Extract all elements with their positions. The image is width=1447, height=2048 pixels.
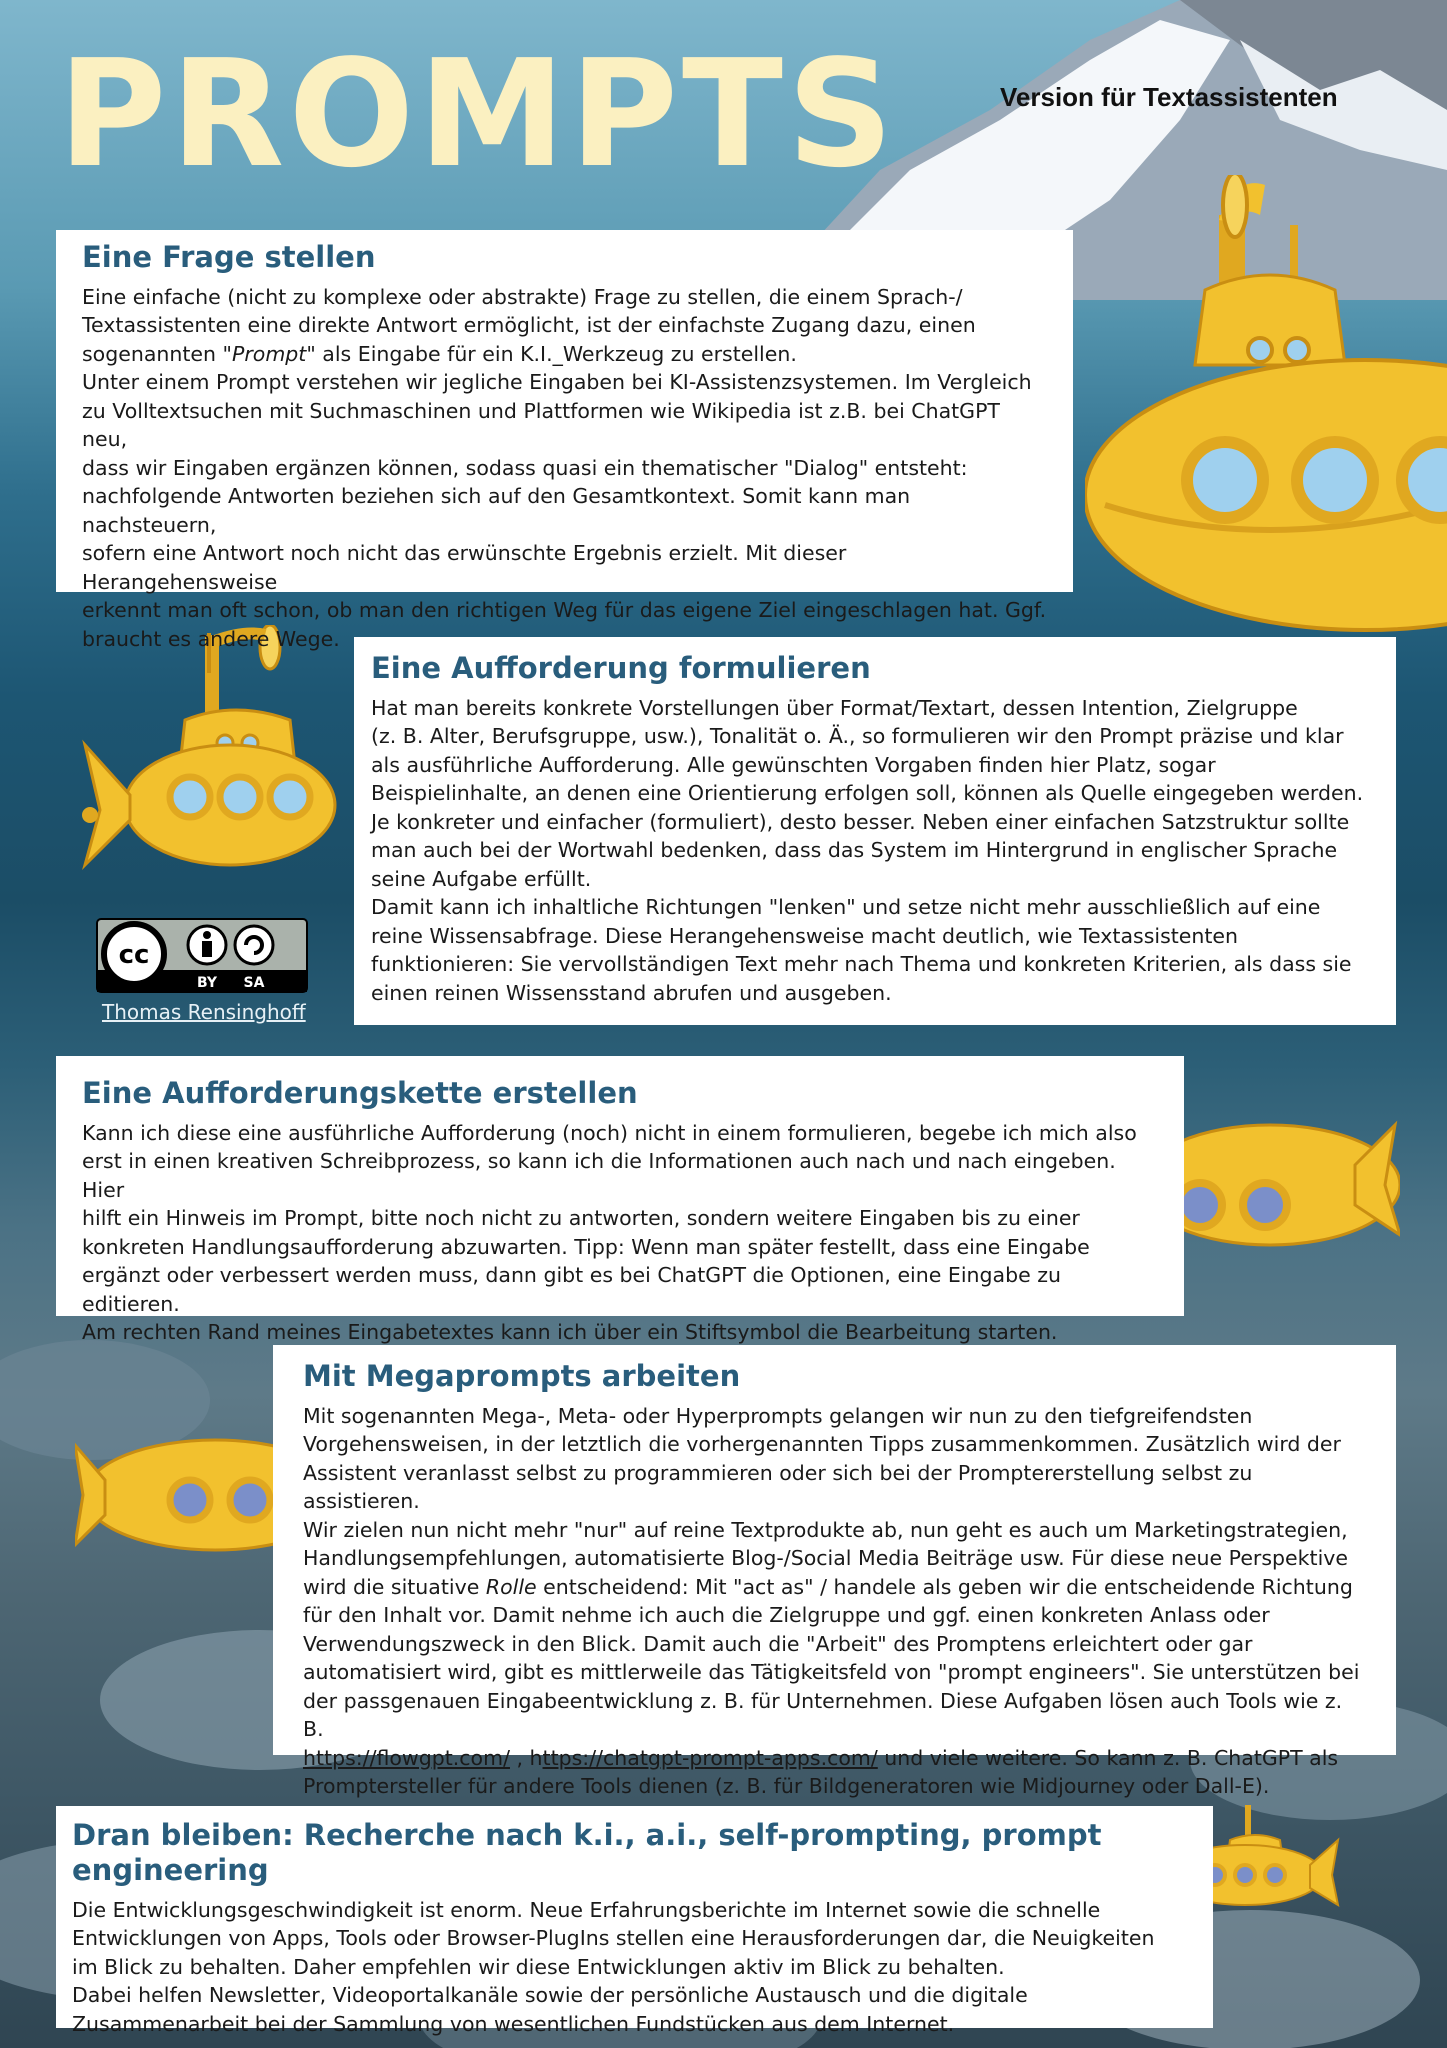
version-label: Version für Textassistenten (1000, 82, 1338, 112)
section-megaprompts (273, 1345, 1396, 1799)
section-body (303, 1402, 1366, 1801)
flowgpt-link[interactable]: https://flowgpt.com/ (303, 1745, 510, 1770)
section-body: Hat man bereits konkrete Vorstellungen über Format/Textart, dessen Intention, Zielgruppe (z. B. Alter, Berufsgruppe, usw.), Tonalität o. Ä., so formulieren wir den Prompt präzise und klar als ausführliche Aufforderung. Alle gewünschten Vorgaben finden hier Platz, sogar Beispielinhalte, an denen eine Orientierung erfolgen soll, können als Quelle eingegeben werden. Je konkreter und einfacher (formuliert), desto besser. Neben einer einfachen Satzstruktur sollte man auch bei der Wortwahl bedenken, dass das System im Hintergrund in englischer Sprache seine Aufgabe erfüllt. Damit kann ich inhaltliche Richtungen "lenken" und setze nicht mehr ausschließlich auf eine reine Wissensabfrage. Diese Herangehensweise macht deutlich, wie Textassistenten funktionieren: Sie vervollständigen Text mehr nach Thema und konkreten Kriterien, als dass sie einen reinen Wissensstand abrufen und ausgeben. (371, 695, 1364, 1005)
cc-by-sa-badge (96, 918, 308, 993)
section-heading: Eine Frage stellen (82, 240, 376, 274)
by-label: BY (196, 975, 218, 991)
body-text: " als Eingabe für ein K.I._Werkzeug zu erstellen. Unter einem Prompt verstehen wir jegliche Eingaben bei KI-Assistenzsystemen. Im Vergleich zu Volltextsuchen mit Suchmaschinen und Plattformen wie Wikipedia ist z.B. bei ChatGPT neu, dass wir Eingaben ergänzen können, sodass quasi ein thematischer "Dialog" entsteht: nachfolgende Antworten beziehen sich auf den Gesamtkontext. Somit kann man nachsteuern, sofern eine Antwort noch nicht das erwünschte Ergebnis erzielt. Mit dieser Herangehensweise erkennt man oft schon, ob man den richtigen Weg für das eigene Ziel eingeschlagen hat. Ggf. braucht es andere Wege. (82, 341, 1047, 651)
page-title: PROMPTS (58, 28, 898, 200)
body-text: und viele weitere. So kann z. B. ChatGPT als Promptersteller für andere Tools dienen (z. B. für Bildgeneratoren wie Midjourney oder Dall-E). (303, 1745, 1339, 1799)
section-frage-stellen (56, 230, 1073, 651)
submarine-large-icon (1085, 175, 1447, 635)
chatgpt-prompt-apps-link[interactable]: ttps://chatgpt-prompt-apps.com/ (542, 1745, 878, 1770)
body-text: Mit sogenannten Mega-, Meta- oder Hyperprompts gelangen wir nun zu den tiefgreifendsten Vorgehensweisen, in der letztlich die vorhergenannten Tipps zusammenkommen. Zusätzlich wird der Assistent veranlasst selbst zu programmieren oder sich bei der Promptererstellung selbst zu assistieren. Wir zielen nun nicht mehr "nur" auf reine Textprodukte ab, nun geht es auch um Marketingstrategien, Handlungsempfehlungen, automatisierte Blog-/Social Media Beiträge usw. Für diese neue Perspektive wird die situative (303, 1403, 1349, 1599)
submarine-left-icon (75, 1430, 275, 1560)
body-text: entscheidend: Mit "act as" / handele als geben wir die entscheidende Richtung für den Inhalt vor. Damit nehme ich auch die Zielgruppe und ggf. einen konkreten Anlass oder Verwendungszweck in den Blick. Damit auch die "Arbeit" des Promptens erleichtert oder gar automatisiert wird, gibt es mittlerweile das Tätigkeitsfeld von "prompt engineers". Sie unterstützen bei der passgenauen Eingabeentwicklung z. B. für Unternehmen. Diese Aufgaben lösen auch Tools wie z. B. (303, 1574, 1360, 1742)
body-emphasis: Rolle (485, 1574, 537, 1599)
submarine-right-icon (1180, 1110, 1400, 1250)
section-aufforderung-formulieren (354, 637, 1396, 1025)
body-emphasis: Prompt (231, 341, 307, 366)
section-dran-bleiben (56, 1806, 1213, 2036)
section-heading: Eine Aufforderung formulieren (371, 651, 871, 685)
author-link[interactable]: Thomas Rensinghoff (102, 1000, 306, 1024)
body-text: Eine einfache (nicht zu komplexe oder abstrakte) Frage zu stellen, die einem Sprach-/ Textassistenten eine direkte Antwort ermöglicht, ist der einfachste Zugang dazu, einen sogenannten " (82, 284, 976, 366)
sa-label: SA (243, 975, 265, 991)
section-body: Die Entwicklungsgeschwindigkeit ist enorm. Neue Erfahrungsberichte im Internet sowie die schnelle Entwicklungen von Apps, Tools oder Browser-PlugIns stellen eine Herausforderungen dar, die Neuigkeiten im Blick zu behalten. Daher empfehlen wir diese Entwicklungen aktiv im Blick zu behalten. Dabei helfen Newsletter, Videoportalkanäle sowie der persönliche Austausch und die digitale Zusammenarbeit bei der Sammlung von wesentlichen Fundstücken aus dem Internet. (72, 1897, 1155, 2036)
section-body (82, 283, 1047, 654)
section-body: Kann ich diese eine ausführliche Aufforderung (noch) nicht in einem formulieren, begebe ich mich also erst in einen kreativen Schreibprozess, so kann ich die Informationen auch nach und nach eingeben. Hier hilft ein Hinweis im Prompt, bitte noch nicht zu antworten, sondern weitere Eingaben bis zu einer konkreten Handlungsaufforderung abzuwarten. Tipp: Wenn man später festellt, dass eine Eingabe ergänzt oder verbessert werden muss, dann gibt es bei ChatGPT die Optionen, eine Eingabe zu editieren. Am rechten Rand meines Eingabetextes kann ich über ein Stiftsymbol die Bearbeitung starten. (82, 1120, 1137, 1345)
section-heading: Dran bleiben: Recherche nach k.i., a.i., self-prompting, prompt engineering (72, 1818, 1102, 1887)
section-heading: Eine Aufforderungskette erstellen (82, 1076, 638, 1110)
section-aufforderungskette (56, 1056, 1184, 1345)
submarine-medium-icon (75, 625, 337, 885)
section-heading: Mit Megaprompts arbeiten (303, 1359, 741, 1393)
body-text: , h (509, 1745, 543, 1770)
cc-text: cc (118, 940, 150, 970)
